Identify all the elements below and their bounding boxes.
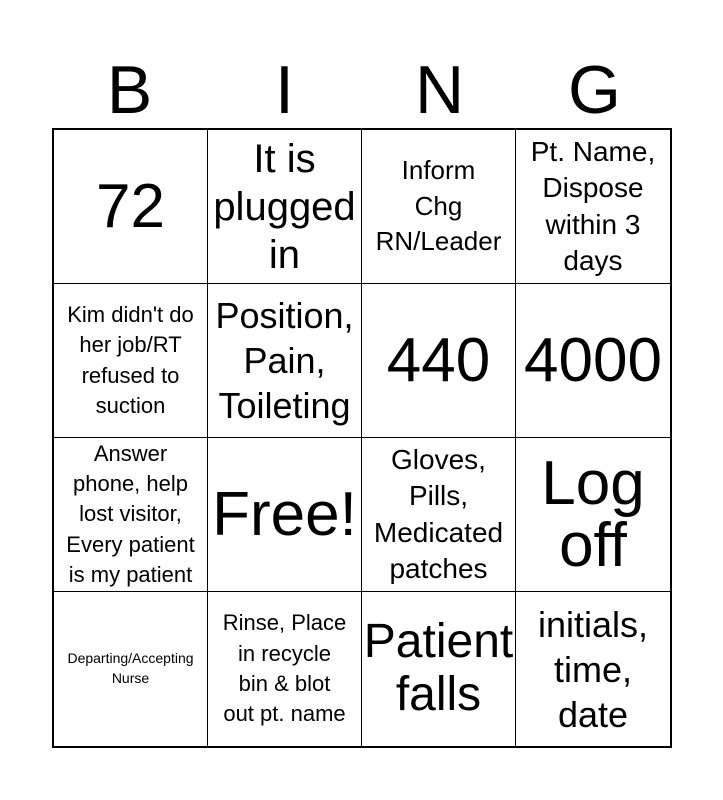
bingo-cell-r3c3[interactable] [362, 438, 516, 592]
bingo-cell-r3c1[interactable] [54, 438, 208, 592]
bingo-cell-r4c1[interactable] [54, 592, 208, 746]
bingo-cell-r1c2[interactable] [208, 130, 362, 284]
header-letter-i: I [275, 52, 294, 128]
header-letter-g: G [568, 52, 621, 128]
bingo-cell-r1c3[interactable] [362, 130, 516, 284]
cell-text: Gloves, Pills, Medicated patches [373, 443, 504, 584]
cell-text: 72 [96, 171, 165, 241]
bingo-board [52, 128, 672, 748]
cell-text: initials, time, date [537, 603, 649, 735]
cell-text: Free! [212, 479, 357, 549]
cell-text: Pt. Name, Dispose within 3 days [530, 135, 656, 276]
cell-text: Answer phone, help lost visitor, Every patient is my patient [66, 440, 195, 588]
cell-text: Patient falls [363, 615, 514, 721]
bingo-cell-r4c4[interactable] [516, 592, 670, 746]
cell-text: Log off [541, 448, 645, 580]
bingo-cell-r3c2[interactable] [208, 438, 362, 592]
cell-text: It is plugged in [213, 136, 356, 277]
bingo-cell-r2c2[interactable] [208, 284, 362, 438]
bingo-cell-r2c4[interactable] [516, 284, 670, 438]
bingo-header [52, 52, 672, 128]
bingo-cell-r2c1[interactable] [54, 284, 208, 438]
cell-text: Rinse, Place in recycle bin & blot out pt. name [222, 610, 347, 727]
header-letter-b: B [106, 52, 153, 128]
cell-text: Inform Chg RN/Leader [375, 154, 502, 257]
cell-text: Kim didn't do her job/RT refused to suction [67, 301, 194, 418]
header-letter-n: N [414, 52, 465, 128]
bingo-cell-r2c3[interactable] [362, 284, 516, 438]
cell-text: Departing/Accepting Nurse [67, 650, 194, 686]
bingo-cell-r3c4[interactable] [516, 438, 670, 592]
bingo-cell-r4c3[interactable] [362, 592, 516, 746]
cell-text: 440 [386, 325, 491, 395]
bingo-cell-r1c4[interactable] [516, 130, 670, 284]
bingo-cell-r4c2[interactable] [208, 592, 362, 746]
cell-text: Position, Pain, Toileting [215, 295, 354, 426]
bingo-cell-r1c1[interactable] [54, 130, 208, 284]
cell-text: 4000 [524, 325, 662, 395]
